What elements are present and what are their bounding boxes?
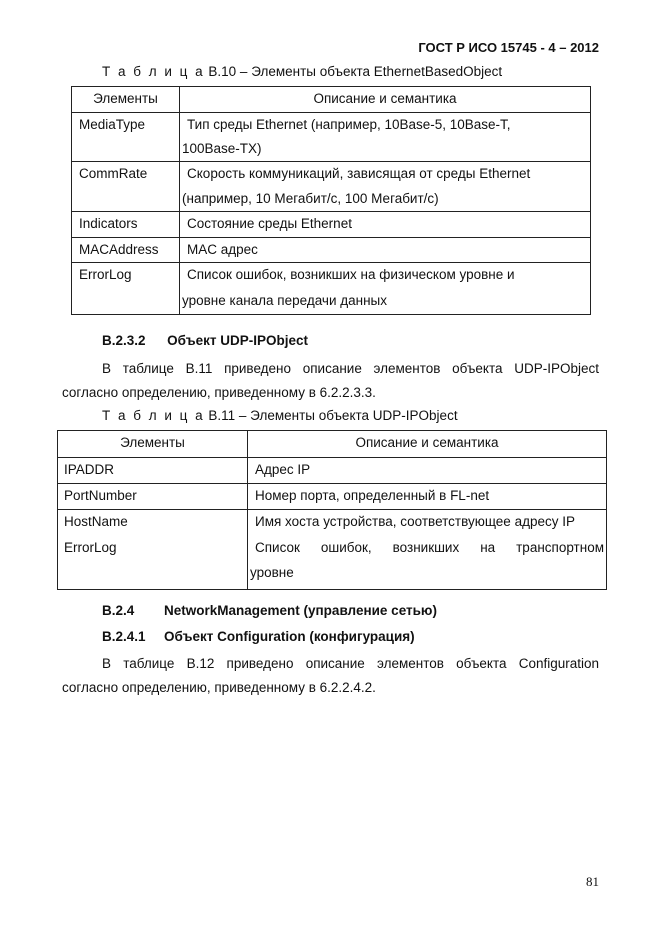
table-10-cell-name: CommRate: [79, 166, 148, 181]
paragraph-line: согласно определению, приведенному в 6.2.2.3.3.: [62, 385, 376, 400]
section-b241-number: B.2.4.1: [102, 629, 146, 644]
section-b232-paragraph: [62, 357, 599, 405]
table-10-cell-desc-cont: (например, 10 Мегабит/с, 100 Мегабит/с): [182, 191, 439, 206]
table-11-cell-desc-cont: уровне: [250, 565, 294, 580]
section-b232-title: Объект UDP-IPObject: [167, 333, 308, 348]
table-11-cell-name: IPADDR: [64, 462, 115, 477]
section-b241-title: Объект Configuration (конфигурация): [164, 629, 415, 644]
section-b24-title: NetworkManagement (управление сетью): [164, 603, 437, 618]
table-11-cell-name: ErrorLog: [64, 540, 117, 555]
document-header: ГОСТ Р ИСО 15745 - 4 – 2012: [418, 40, 599, 55]
section-b232-number: B.2.3.2: [102, 333, 146, 348]
table-11-caption-text: В.11 – Элементы объекта UDP-IPObject: [204, 408, 458, 423]
paragraph-line: согласно определению, приведенному в 6.2.2.4.2.: [62, 680, 376, 695]
table-11-caption: [102, 408, 458, 423]
table-10-cell-name: MACAddress: [79, 242, 159, 257]
table-10-caption: [102, 64, 502, 79]
table-10-caption-text: В.10 – Элементы объекта EthernetBasedObject: [204, 64, 503, 79]
table-11-cell-desc: Номер порта, определенный в FL-net: [255, 488, 490, 503]
table-11-cell-name: HostName: [64, 514, 128, 529]
table-11-cell-desc: Список ошибок, возникших на транспортном: [255, 540, 604, 555]
table-10-caption-label: Т а б л и ц а: [102, 64, 205, 79]
section-b241-heading: [102, 629, 415, 644]
table-10-cell-name: ErrorLog: [79, 267, 132, 282]
table-11-header-elements: Элементы: [120, 435, 185, 450]
table-10-cell-desc: Состояние среды Ethernet: [187, 216, 352, 231]
table-10-cell-name: MediaType: [79, 117, 146, 132]
table-11-header-description: Описание и семантика: [355, 435, 499, 450]
table-10-cell-desc: MAC адрес: [187, 242, 258, 257]
table-11-caption-label: Т а б л и ц а: [102, 408, 205, 423]
table-10-cell-desc-cont: 100Base-TX): [182, 141, 262, 156]
table-10-cell-desc: Тип среды Ethernet (например, 10Base-5, 10Base-T,: [187, 117, 511, 132]
table-10-cell-name: Indicators: [79, 216, 138, 231]
table-11-cell-desc: Адрес IP: [255, 462, 311, 477]
paragraph-line: В таблице В.12 приведено описание элементов объекта Configuration: [102, 656, 599, 671]
page-number: 81: [586, 874, 599, 889]
section-b24-heading: [102, 603, 437, 618]
section-b232-heading: [102, 333, 308, 348]
section-b241-paragraph: [62, 652, 599, 700]
table-10-cell-desc-cont: уровне канала передачи данных: [182, 293, 388, 308]
paragraph-line: В таблице В.11 приведено описание элементов объекта UDP-IPObject: [102, 361, 599, 376]
table-10-cell-desc: Скорость коммуникаций, зависящая от среды Ethernet: [187, 166, 531, 181]
table-10-header-description: Описание и семантика: [313, 91, 457, 106]
table-11-cell-name: PortNumber: [64, 488, 137, 503]
section-b24-number: B.2.4: [102, 603, 135, 618]
table-11-cell-desc: Имя хоста устройства, соответствующее адресу IP: [255, 514, 575, 529]
table-10-header-elements: Элементы: [93, 91, 158, 106]
table-10-cell-desc: Список ошибок, возникших на физическом уровне и: [187, 267, 515, 282]
